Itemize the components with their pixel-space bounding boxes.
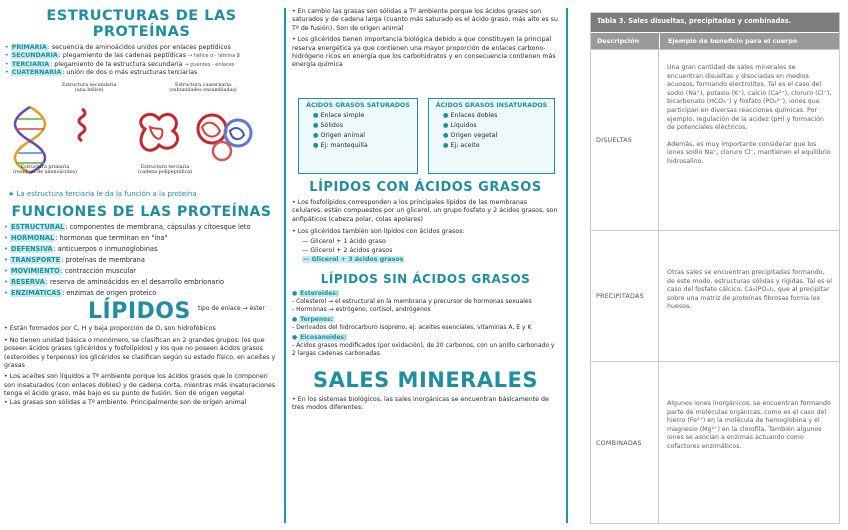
function-item: • DEFENSIVA: anticuerpos o inmunoglobinas (4, 244, 158, 253)
helix-icon (15, 107, 45, 173)
row-label: COMBINADAS (591, 362, 659, 524)
eicosanoides-item: - Ácidos grasos modificados (por oxidación), de 20 carbonos, con un anillo carbonado y 2 largas cadenas carbonadas (292, 341, 555, 357)
row-text: Además, es muy importante considerar que los iones sodio Na⁺, cloruro Cl⁻, mantienen el equilibrio hidrosalino. (667, 140, 831, 165)
title-lipidos-con: LÍPIDOS CON ÁCIDOS GRASOS (309, 180, 542, 195)
sales-paragraph: • En los sistemas biológicos, las sales inorgánicas se encuentran básicamente de tres modos diferentes: (292, 395, 549, 412)
eicosanoides-term: Eicosanoides: (300, 333, 347, 341)
lipidos-bond-note: tipo de enlace → éster (198, 305, 265, 313)
notes-column-2: • En cambio las grasas son sólidas a Tº ambiente porque los ácidos grasos son saturados y de cadena larga (cuanto más saturado es el ácido graso, más alto es su Tº de fusión). Son de origen animal • Los glicéridos tienen importancia biológica debido a que constituyen la principal reserva energética ya que contienen una mayor proporción de enlaces carbono-hidrógeno ricos en energía que los carbohidratos y en consecuencia contienen más energía química ÁCIDOS GRASOS SATURADOS ● Enlace simple ● Sólidos ● Origen animal ● Ej: mantequilla ÁCIDOS GRASOS INSATURADOS ● Enlaces dobles ● Líquidos ● Origen vegetal ● Ej: aceite LÍPIDOS CON ÁCIDOS GRASOS • Los fosfolípidos corresponden a los principales lípidos de las membranas celulares, están compuestos por un glicerol, un grupo fosfato y 2 ácidos grasos, son anfipáticos (cabeza polar, colas apolares) • Los glicéridos también son lípidos con ácidos grasos: — Glicerol + 1 ácido graso — Glicerol + 2 ácidos grasos — Glicerol + 3 ácidos grasos LÍPIDOS SIN ÁCIDOS GRASOS ● Esteroides: - Colesterol → el estructural en la membrana y precursor de hormonas sexuales - Hormonas → estrógeno, cortisol, andrógenos ● Terpenos: - Derivados del hidrocarburo isopreno, ej: aceites esenciales, vitaminas A, E y K ● Eicosanoides: - Ácidos grasos modificados (por oxidación), de 20 carbonos, con un anillo carbonado y 2 largas cadenas carbonadas SALES MINERALES • En los sistemas biológicos, las sales inorgánicas se encuentran básicamente de tres modos diferentes: (288, 0, 563, 530)
title-estructuras: ESTRUCTURAS DE LAS PROTEÍNAS (46, 8, 237, 40)
column-divider (284, 8, 286, 523)
esteroides-term: Esteroides: (300, 289, 339, 297)
glicerido-item: — Glicerol + 1 ácido graso (302, 237, 386, 245)
saturated-box (298, 98, 418, 174)
glicerido-item: — Glicerol + 3 ácidos grasos (303, 255, 404, 263)
function-list (0, 222, 283, 300)
label-secondary: Estructura secundaria (62, 82, 117, 88)
function-item: • ENZIMÁTICAS: enzimas de origen proteico (4, 289, 157, 298)
lipid-paragraph: • Las grasas son sólidas a Tº ambiente. Principalmente son de origen animal (4, 398, 247, 406)
table-title: Tabla 3. Sales disueltas, precipitadas y combinadas. (591, 13, 839, 32)
structure-item: • PRIMARIA: secuencia de aminoácidos unidos por enlaces peptídicos (5, 44, 231, 51)
label-tertiary: Estructura terciaria (140, 164, 190, 170)
row-label: PRECIPITADAS (591, 231, 659, 361)
function-item: • TRANSPORTE: proteínas de membrana (4, 255, 145, 264)
alpha-helix-icon (79, 109, 85, 141)
glicerido-item: — Glicerol + 2 ácidos grasos (302, 246, 393, 254)
esteroides-item: - Colesterol → el estructural en la membrana y precursor de hormonas sexuales (292, 297, 532, 305)
gliceridos-list (302, 237, 559, 264)
lipid-paragraph: • No tienen unidad básica o monómero, se clasifican en 2 grandes grupos: los que poseen ácidos grasos (glicéridos y fosfolípidos) y los que no poseen ácidos grasos (esteroides y terpenos) los glicéridos se clasifican según su estado físico, en aceites y grasas (4, 336, 276, 369)
saturated-item: ● Sólidos (313, 122, 343, 129)
unsaturated-item: ● Ej: aceite (443, 142, 480, 149)
saturated-item: ● Enlace simple (313, 112, 365, 119)
unsaturated-item: ● Líquidos (443, 122, 477, 129)
unsaturated-item: ● Origen vegetal (443, 132, 498, 139)
table-header (591, 32, 839, 49)
function-item: • HORMONAL: hormonas que terminan en "ina" (4, 233, 168, 242)
function-item: • MOVIMIENTO: contracción muscular (4, 267, 136, 275)
table-row (591, 361, 839, 524)
table-row (591, 230, 839, 361)
protein-structure-diagram: Estructura secundaria (una hélice) Estructura cuaternaria (subunidades ensambladas) Estructura primaria (residuos de aminoácidos) Estructura terciaria (cadena polipeptídica) (0, 81, 283, 189)
tertiary-note: ★ La estructura terciaria le da la función a la proteína (8, 189, 197, 198)
saturated-item: ● Ej: mantequilla (313, 142, 368, 149)
table-row (591, 49, 839, 230)
structure-item: • SECUNDARIA: plegamiento de las cadenas peptídicas → hélice α · lámina β (5, 52, 240, 60)
column-divider (566, 8, 568, 523)
unsaturated-title: ÁCIDOS GRASOS INSATURADOS (435, 102, 548, 109)
title-lipidos-sin: LÍPIDOS SIN ÁCIDOS GRASOS (320, 271, 531, 286)
lipid-paragraph: • Están formados por C, H y baja proporción de O, son hidrofóbicos (4, 325, 216, 333)
terpenos-term: Terpenos: (300, 315, 334, 323)
unsaturated-item: ● Enlaces dobles (443, 112, 498, 119)
structure-list (5, 44, 283, 78)
unsaturated-box (428, 98, 555, 174)
title-funciones: FUNCIONES DE LAS PROTEÍNAS (11, 203, 272, 220)
row-text: Otras sales se encuentran precipitadas formando, de este modo, estructuras sólidas y rígidas. Tal es el caso del fosfato cálcico, Ca₃(PO₄)₂, que al precipitar sobre una matriz de proteínas fibrosas forma los huesos. (667, 269, 832, 311)
lipid-paragraph: • Los aceites son líquidos a Tº ambiente porque los ácidos grasos que lo componen son insaturados (con enlaces dobles) y de cadena corta, mientras más insaturaciones tenga el ácido graso, más bajo es su punto de fusión. Son de origen vegetal (4, 373, 276, 398)
structure-item: • CUATERNARIA: unión de dos o más estructuras terciarias (5, 69, 198, 77)
saturated-item: ● Origen animal (313, 132, 365, 139)
header-description: Descripción (591, 33, 660, 49)
label-quaternary: Estructura cuaternaria (175, 82, 231, 88)
sales-table (590, 12, 840, 524)
title-lipidos: LÍPIDOS (88, 299, 191, 325)
tertiary-structure-icon (141, 114, 178, 150)
grasas-paragraph: • En cambio las grasas son sólidas a Tº ambiente porque los ácidos grasos son saturados y de cadena larga (cuanto más saturado es el ácido graso, más alto es su Tº de fusión). Son de origen animal (292, 8, 558, 32)
function-item: • ESTRUCTURAL: componentes de membrana, cápsulas y citoesque leto (4, 222, 251, 231)
lipidos-heading (0, 299, 283, 325)
header-example: Ejemplo de beneficio para el cuerpo (668, 37, 798, 45)
gliceridos-paragraph: • Los glicéridos tienen importancia biológica debido a que constituyen la principal reserva energética ya que contienen una mayor proporción de enlaces carbono-hidrógeno ricos en energía que los carbohidratos y en consecuencia contienen más energía química (292, 36, 556, 69)
title-sales: SALES MINERALES (313, 367, 538, 392)
saturated-title: ÁCIDOS GRASOS SATURADOS (306, 102, 410, 109)
gliceridos-intro: • Los glicéridos también son lípidos con ácidos grasos: (292, 228, 465, 236)
row-label: DISUELTAS (591, 50, 659, 230)
fosfolipidos-paragraph: • Los fosfolípidos corresponden a los principales lípidos de las membranas celulares, están compuestos por un glicerol, un grupo fosfato y 2 ácidos grasos, son anfipáticos (cabeza polar, colas apolares) (292, 199, 558, 223)
row-text: Algunos iones inorgánicos, se encuentran formando parte de moléculas orgánicas, como es el caso del hierro (Fe²⁺) en la molécula de hemoglobina y el magnesio (Mg²⁺) en la clorofila. También algunos iones se asocian a enzimas actuando como cofactores enzimáticos. (667, 400, 831, 450)
structure-item: • TERCIARIA: plegamiento de la estructura secundaria → puentes · enlaces (5, 60, 235, 68)
quaternary-structure-icon (198, 115, 251, 160)
row-text: Una gran cantidad de sales minerales se encuentran disueltas y disociadas en medios acuosos, formando electrolitos. Tal es el caso del sodio (Na⁺), potasio (K⁺), calcio (Ca²⁺), cloruro (Cl⁻), bicarbonato (HCO₃⁻) y fosfato (PO₄³⁻), iones que participan en diversas reacciones químicas. Por ejemplo, regulación de la acidez (pH) y formación de potenciales eléctricos. (667, 64, 832, 132)
notes-column-1 (0, 0, 283, 530)
esteroides-item: - Hormonas → estrógeno, cortisol, andrógenos (292, 305, 431, 313)
terpenos-item: - Derivados del hidrocarburo isopreno, ej: aceites esenciales, vitaminas A, E y K (292, 323, 532, 331)
function-item: • RESERVA: reserva de aminoácidos en el desarrollo embrionario (4, 278, 225, 287)
label-primary: Estructura primaria (20, 164, 70, 170)
